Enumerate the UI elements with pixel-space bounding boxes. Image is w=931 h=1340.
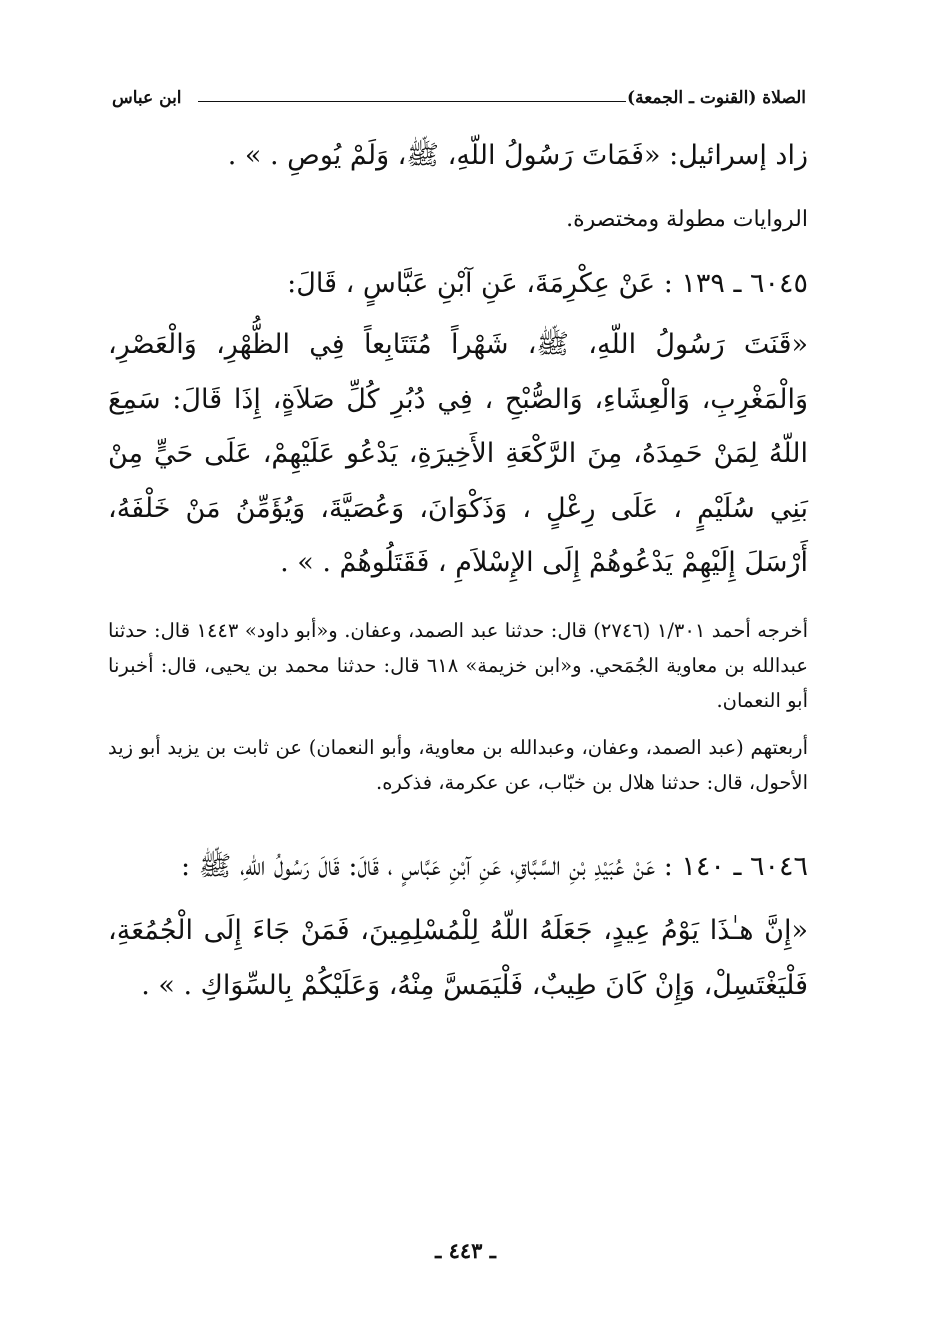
running-header — [112, 88, 806, 114]
hadith-6045-text: «قَنَتَ رَسُولُ اللّهِ، ﷺ، شَهْراً مُتَتَابِعاً فِي الظُّهْرِ، وَالْعَصْرِ، وَالْمَغْرِبِ، وَالْعِشَاءِ، وَالصُّبْحِ ، فِي دُبُرِ كُلِّ صَلاَةٍ، إِذَا قَالَ: سَمِعَ اللّهُ لِمَنْ حَمِدَهُ، مِنَ الرَّكْعَةِ الأَخِيرَةِ، يَدْعُو عَلَيْهِمْ، عَلَى حَيٍّ مِنْ بَنِي سُلَيْمٍ ، عَلَى رِعْلٍ ، وَذَكْوَانَ، وَعُصَيَّةَ، وَيُؤَمِّنُ مَنْ خَلْفَهُ، أَرْسَلَ إِلَيْهِمْ يَدْعُوهُمْ إِلَى الإِسْلاَمِ ، فَقَتَلُوهُمْ . » . — [108, 329, 808, 578]
header-narrator-name: ابن عباس — [112, 88, 182, 108]
intro-addition: زاد إسرائيل: «فَمَاتَ رَسُولُ اللّهِ، ﷺ، وَلَمْ يُوصِ . » . — [227, 140, 808, 171]
spacer — [108, 894, 808, 904]
intro-note: الروايات مطولة ومختصرة. — [566, 207, 808, 232]
hadith-6045-takhrij: أخرجه أحمد ١/٣٠١ (٢٧٤٦) قال: حدثنا عبد الصمد، وعفان. و«أبو داود» ١٤٤٣ قال: حدثنا عبدالله بن معاوية الجُمَحي. و«ابن خزيمة» ٦١٨ قال: حدثنا محمد بن يحيى، قال: أخبرنا أبو النعمان. — [108, 618, 808, 712]
header-rule — [198, 101, 626, 102]
header-chapter-title: الصلاة (القنوت ـ الجمعة) — [627, 88, 806, 108]
hadith-6045-isnad: أربعتهم (عبد الصمد، وعفان، وعبدالله بن معاوية، وأبو النعمان) عن ثابت بن يزيد أبو زيد الأحول، قال: حدثنا هلال بن خبّاب، عن عكرمة، فذكره. — [108, 735, 808, 794]
hadith-6045-heading: ٦٠٤٥ ـ ١٣٩ : عَنْ عِكْرِمَةَ، عَنِ آبْنِ عَبَّاسٍ ، قَالَ: — [287, 268, 808, 299]
page-number: ـ ٤٤٣ ـ — [435, 1238, 496, 1263]
spacer — [108, 240, 808, 256]
spacer — [108, 184, 808, 200]
spacer — [108, 591, 808, 613]
spacer — [108, 800, 808, 840]
hadith-6046-text: «إِنَّ هـٰذَا يَوْمُ عِيدٍ، جَعَلَهُ اللّهُ لِلْمُسْلِمِينَ، فَمَنْ جَاءَ إِلَى الْجُمُعَةِ، فَلْيَغْتَسِلْ، وَإِنْ كَانَ طِيبٌ، فَلْيَمَسَّ مِنْهُ، وَعَلَيْكُمْ بِالسِّوَاكِ . » . — [108, 915, 808, 1001]
hadith-6046-heading: ٦٠٤٦ ـ ١٤٠ : عَنْ عُبَيْدِ بْنِ السَّبَّاقِ، عَنِ آبْنِ عَبَّاسٍ ، قَالَ: قَالَ رَسُولُ اللّهِ، ﷺ : — [181, 850, 808, 882]
page-body — [108, 128, 808, 1013]
spacer — [108, 718, 808, 730]
